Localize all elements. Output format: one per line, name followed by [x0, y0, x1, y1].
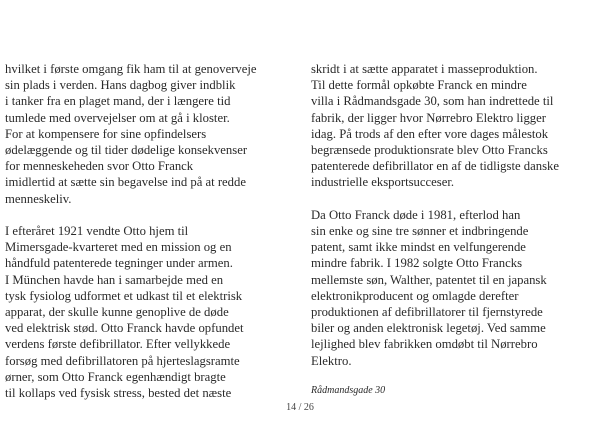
image-caption: Rådmandsgade 30 [311, 385, 386, 396]
text-line: Mimersgade-kvarteret med en mission og en [5, 240, 232, 255]
text-line: patent, samt ikke mindst en velfungerende [311, 240, 526, 255]
text-line: produktionen af defibrillatorer til fjernstyrede [311, 305, 543, 320]
text-line: tysk fysiolog udformet et udkast til et elektrisk [5, 288, 243, 303]
text-line: for menneskeheden svor Otto Franck [5, 159, 194, 174]
text-line: sin enke og sine tre sønner et indbringende [311, 224, 529, 239]
text-line: fabrik, der ligger hvor Nørrebro Elektro ligger [311, 110, 546, 125]
text-line: Til dette formål opkøbte Franck en mindre [311, 78, 527, 93]
text-line: elektronikproducent og omlagde derefter [311, 288, 519, 303]
text-line: apparat, der skulle kunne genoplive de døde [5, 305, 229, 320]
right-column [311, 61, 596, 385]
text-line: tumlede med overvejelser om at gå i kloster. [5, 110, 230, 125]
left-paragraph-2 [5, 223, 297, 401]
text-line: villa i Rådmandsgade 30, som han indrettede til [311, 94, 554, 109]
text-line: idag. På trods af den efter vore dages målestok [311, 126, 549, 141]
text-line: begrænsede produktionsrate blev Otto Francks [311, 143, 548, 158]
text-line: sin plads i verden. Hans dagbog giver indblik [5, 78, 236, 93]
text-line: verdens første defibrillator. Efter vellykkede [5, 337, 231, 352]
text-line: mindre fabrik. I 1982 solgte Otto Francks [311, 256, 523, 271]
text-line: hvilket i første omgang fik ham til at genoverveje [5, 62, 257, 76]
text-line: industrielle eksportsucceser. [311, 175, 455, 190]
text-line: håndfuld patenterede tegninger under armen. [5, 256, 233, 271]
text-line: Elektro. [311, 353, 352, 368]
text-line: mellemste søn, Walther, patentet til en japansk [311, 272, 547, 287]
text-line: til kollaps ved fysisk stress, bested det næste [5, 386, 232, 401]
text-line: lejlighed blev fabrikken omdøbt til Nørrebro [311, 337, 538, 352]
text-line: ved elektrisk stød. Otto Franck havde opfundet [5, 321, 244, 336]
text-line: biler og anden elektronisk legetøj. Ved samme [311, 321, 546, 336]
text-line: i tanker fra en plaget mand, der i længere tid [5, 94, 231, 109]
text-line: I München havde han i samarbejde med en [5, 272, 224, 287]
left-paragraph-1 [5, 61, 297, 207]
text-line: patenterede defibrillator en af de tidligste danske [311, 159, 560, 174]
right-paragraph-1 [311, 61, 596, 191]
text-line: For at kompensere for sine opfindelsers [5, 126, 207, 141]
text-line: imidlertid at sætte sin begavelse ind på at redde [5, 175, 246, 190]
text-line: skridt i at sætte apparatet i masseproduktion. [311, 62, 538, 76]
text-line: ørner, som Otto Franck egenhændigt bragte [5, 369, 226, 384]
text-line: forsøg med defibrillatoren på hjerteslagsramte [5, 353, 240, 368]
text-line: Da Otto Franck døde i 1981, efterlod han [311, 207, 521, 222]
page-number: 14 / 26 [286, 402, 314, 413]
text-line: I efteråret 1921 vendte Otto hjem til [5, 224, 189, 239]
right-paragraph-2 [311, 207, 596, 369]
text-line: ødelæggende og til tider dødelige konsekvenser [5, 143, 248, 158]
text-line: menneskeliv. [5, 191, 72, 206]
left-column [5, 61, 297, 417]
